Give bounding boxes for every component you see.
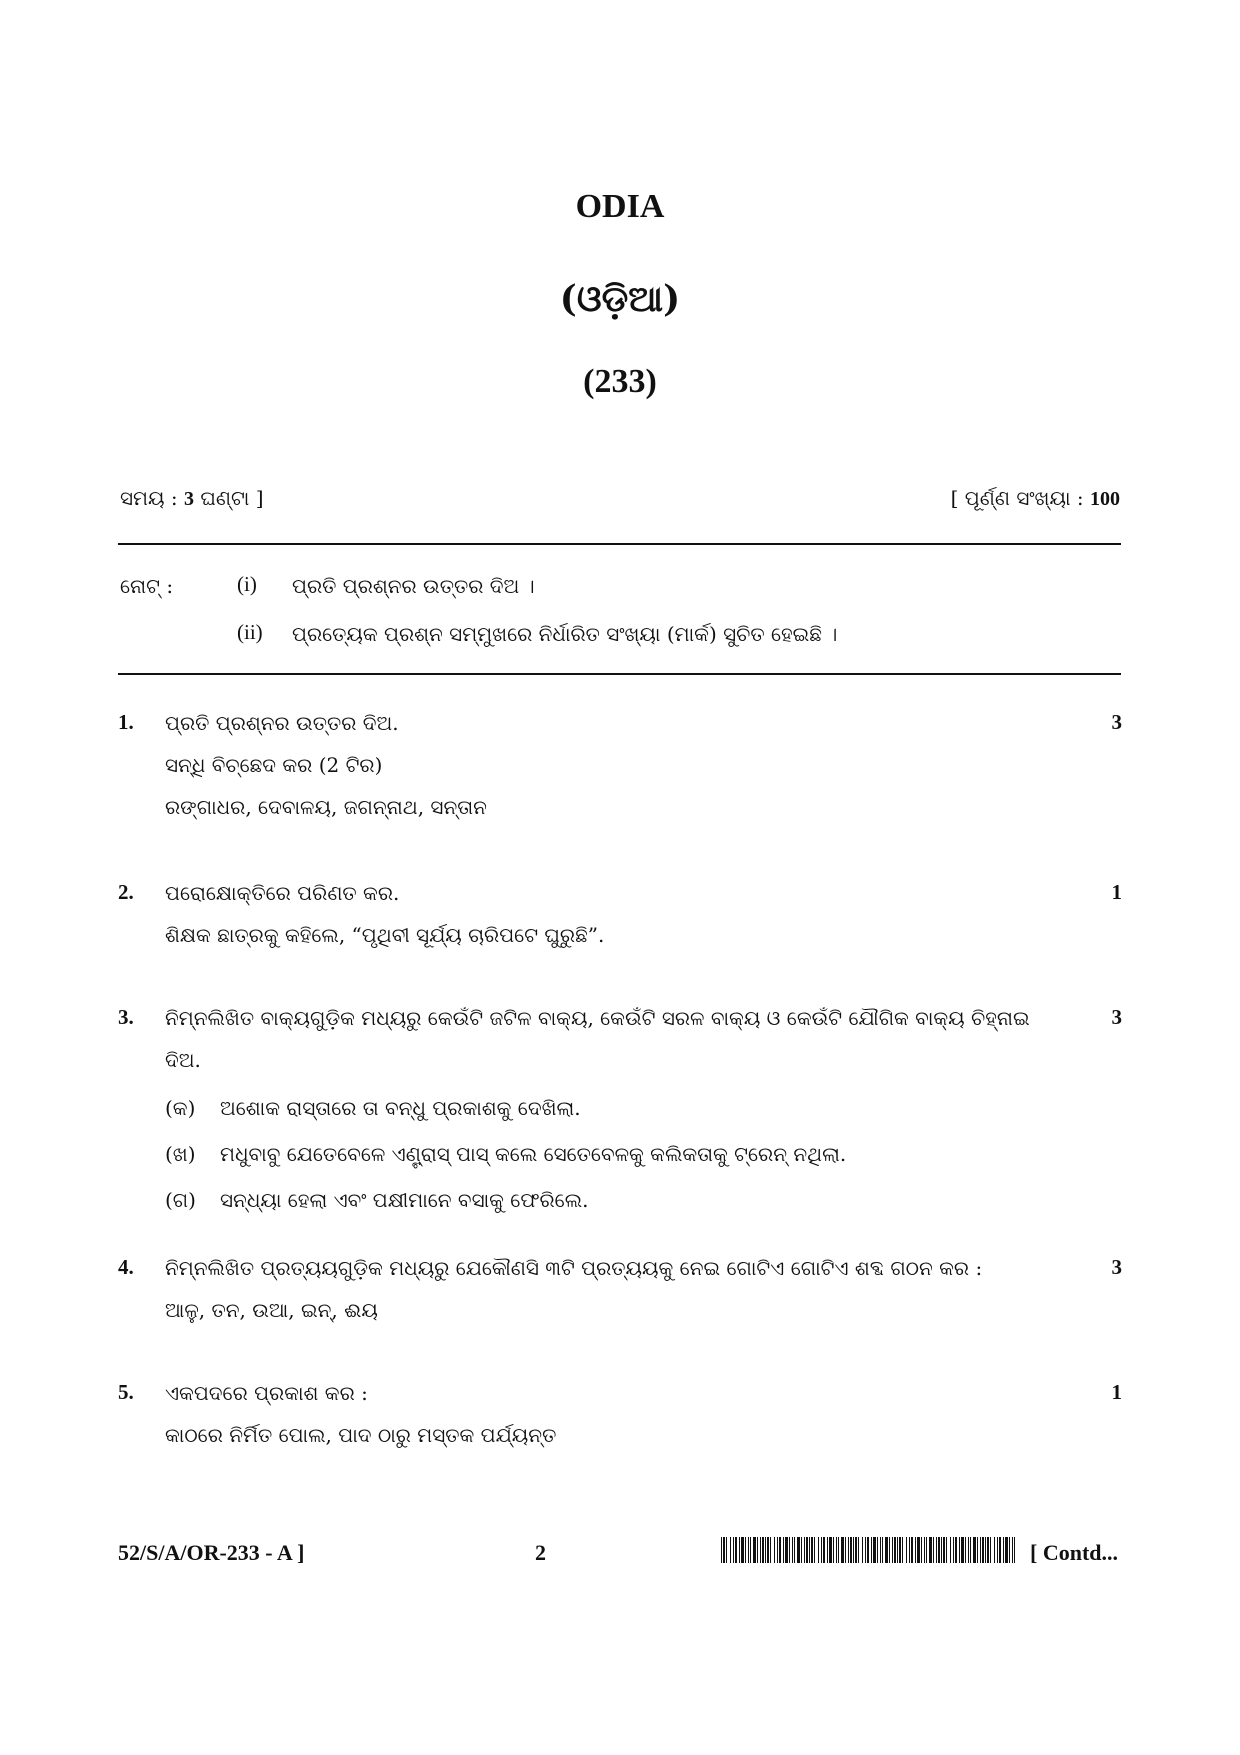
question-body <box>165 872 1065 956</box>
sub-question <box>165 1087 1065 1129</box>
time-allowed <box>120 486 264 511</box>
question-marks: 3 <box>1111 710 1122 734</box>
note-item-text: ପ୍ରତ୍ୟେକ ପ୍ରଶ୍ନ ସମ୍ମୁଖରେ ନିର୍ଧାରିତ ସଂଖ୍ୟା (ମାର୍କ) ସୁଚିତ ହେଇଛି । <box>292 622 838 646</box>
question-marks: 3 <box>1111 1255 1122 1279</box>
question-marks: 3 <box>1111 1005 1122 1029</box>
question-line: ପରୋକ୍ଷୋକ୍ତିରେ ପରିଣତ କର. <box>165 881 400 905</box>
question-number: 4. <box>118 1255 134 1279</box>
question-line: ଶିକ୍ଷକ ଛାତ୍ରକୁ କହିଲେ, “ପୃଥିବୀ ସୂର୍ଯ୍ୟ ଚାରିପଟେ ଘୁରୁଛି”. <box>165 923 605 947</box>
question-line: ନିମ୍ନଲିଖିତ ବାକ୍ୟଗୁଡ଼ିକ ମଧ୍ୟରୁ କେଉଁଟି ଜଟିଳ ବାକ୍ୟ, କେଉଁଟି ସରଳ ବାକ୍ୟ ଓ କେଉଁଟି ଯୌଗିକ ବାକ୍ୟ ଚିହ୍ନାଇ <box>165 1006 1030 1030</box>
sub-question-label: (ଗ) <box>165 1188 196 1212</box>
continued-label: [ Contd... <box>1030 1540 1119 1565</box>
divider-bottom <box>118 673 1121 675</box>
note-item-text: ପ୍ରତି ପ୍ରଶ୍ନର ଉତ୍ତର ଦିଅ । <box>292 574 535 598</box>
question-body <box>165 1372 1065 1456</box>
question-number: 1. <box>118 710 134 734</box>
page-number: 2 <box>535 1540 546 1565</box>
time-unit: ଘଣ୍ଟା ] <box>200 486 264 510</box>
time-label: ସମୟ : <box>120 486 178 510</box>
sub-question-text: ସନ୍ଧ୍ୟା ହେଲା ଏବଂ ପକ୍ଷୀମାନେ ବସାକୁ ଫେରିଲେ. <box>220 1188 589 1212</box>
marks-value: 100 <box>1090 488 1120 510</box>
question-line: ପ୍ରତି ପ୍ରଶ୍ନର ଉତ୍ତର ଦିଅ. <box>165 711 399 735</box>
maximum-marks <box>951 486 1120 511</box>
sub-question-text: ଅଶୋକ ରାସ୍ତାରେ ତା ବନ୍ଧୁ ପ୍ରକାଶକୁ ଦେଖିଲା. <box>220 1096 581 1120</box>
note-item-number: (i) <box>237 572 257 596</box>
paper-code: 52/S/A/OR-233 - A ] <box>118 1540 305 1565</box>
note-label: ନୋଟ୍ : <box>120 574 174 598</box>
sub-question <box>165 1133 1065 1175</box>
question-number: 5. <box>118 1380 134 1404</box>
question-line: ଆଳୁ, ତନ, ଉଆ, ଇନ୍, ଈୟ <box>165 1298 378 1322</box>
note-item-number: (ii) <box>237 620 263 644</box>
question-marks: 1 <box>1111 1380 1122 1404</box>
divider-top <box>118 543 1121 545</box>
question-marks: 1 <box>1111 880 1122 904</box>
time-value: 3 <box>183 488 194 510</box>
subject-code: (233) <box>583 363 657 400</box>
barcode-icon <box>721 1537 1021 1563</box>
subject-title-odia: (ଓଡ଼ିଆ) <box>559 278 681 320</box>
question-number: 3. <box>118 1005 134 1029</box>
question-body <box>165 997 1065 1221</box>
question-line: କାଠରେ ନିର୍ମିତ ପୋଲ, ପାଦ ଠାରୁ ମସ୍ତକ ପର୍ଯ୍ୟନ୍ତ <box>165 1423 557 1447</box>
question-line: ସନ୍ଧି ବିଚ୍ଛେଦ କର (2 ଟିର) <box>165 753 383 777</box>
question-line: ଦିଅ. <box>165 1048 201 1072</box>
question-line: ଏକପଦରେ ପ୍ରକାଶ କର : <box>165 1381 368 1405</box>
marks-label: [ ପୂର୍ଣ୍ଣ ସଂଖ୍ୟା : <box>950 486 1084 510</box>
question-body <box>165 702 1065 828</box>
sub-question-label: (କ) <box>165 1096 196 1120</box>
subject-title: ODIA <box>575 188 665 225</box>
question-line: ରଙ୍ଗାଧର, ଦେବାଳୟ, ଜଗନ୍ନାଥ, ସନ୍ତାନ <box>165 795 487 819</box>
question-line: ନିମ୍ନଲିଖିତ ପ୍ରତ୍ୟୟଗୁଡ଼ିକ ମଧ୍ୟରୁ ଯେକୌଣସି ୩ଟି ପ୍ରତ୍ୟୟକୁ ନେଇ ଗୋଟିଏ ଗୋଟିଏ ଶବ୍ଦ ଗଠନ କର : <box>165 1256 983 1280</box>
sub-question <box>165 1179 1065 1221</box>
sub-question-label: (ଖ) <box>165 1142 196 1166</box>
sub-question-text: ମଧୁବାବୁ ଯେତେବେଳେ ଏଣ୍ଟ୍ରାସ୍ ପାସ୍ କଲେ ସେତେବେଳକୁ କଲିକତାକୁ ଟ୍ରେନ୍ ନଥିଲା. <box>220 1142 847 1166</box>
question-body <box>165 1247 1065 1331</box>
question-number: 2. <box>118 880 134 904</box>
